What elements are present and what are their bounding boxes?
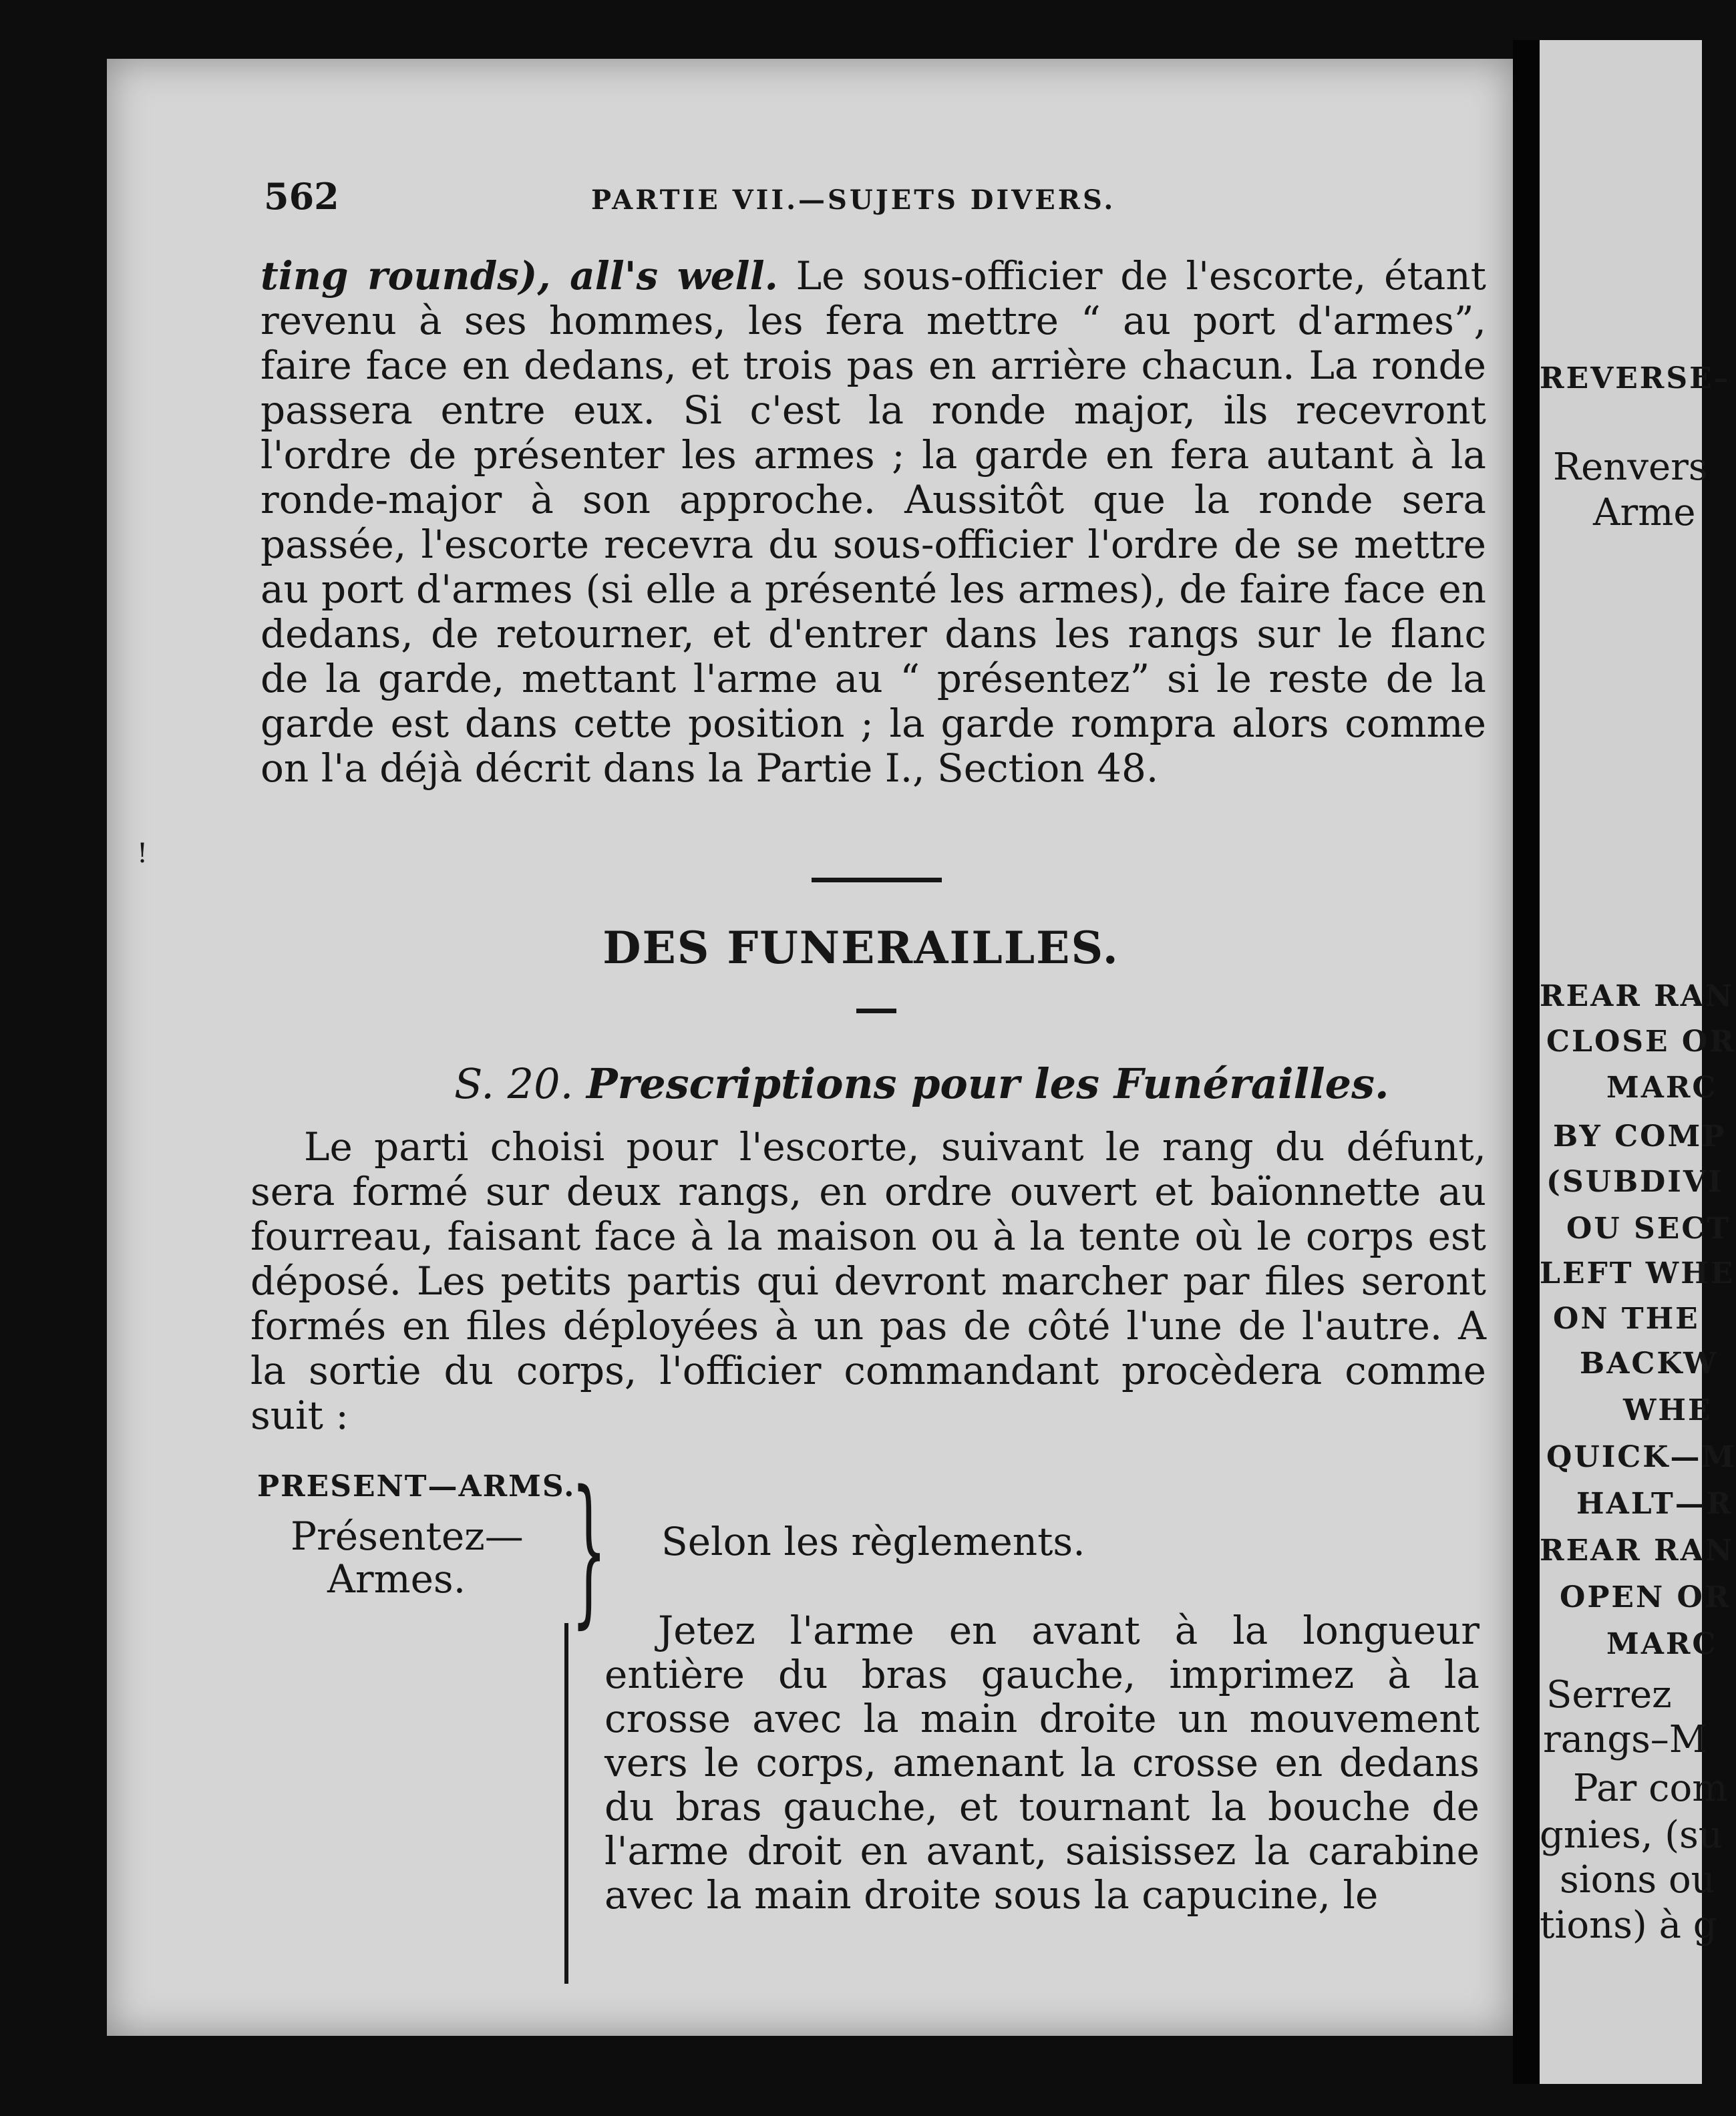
facing-line: REAR RAN bbox=[1540, 979, 1735, 1013]
margin-mark: ! bbox=[137, 838, 148, 869]
facing-line: gnies, (su bbox=[1540, 1813, 1723, 1857]
facing-line: rangs–M bbox=[1543, 1718, 1708, 1761]
command-block bbox=[250, 1456, 1520, 1990]
facing-line: WHE bbox=[1623, 1393, 1713, 1427]
facing-line: Renvers bbox=[1553, 446, 1708, 489]
facing-line: sions ou bbox=[1560, 1858, 1715, 1902]
facing-line: OPEN OR bbox=[1560, 1580, 1731, 1614]
section-rule bbox=[812, 878, 942, 882]
facing-line: OU SECT bbox=[1566, 1212, 1731, 1246]
top-paragraph-text: Le sous-officier de l'escorte, étant revenu à ses hommes, les fera mettre “ au port d'armes”, faire face en dedans, et trois pas en arrière chacun. La ronde passera entre eux. Si c'est la ronde major, ils recevront l'ordre de présenter les armes ; la garde en fera autant à la ronde-major à son approche. Aussitôt que la ronde sera passée, l'escorte recevra du sous-officier l'ordre de se mettre au port d'armes (si elle a présenté les armes), de faire face en dedans, de retourner, et d'entrer dans les rangs sur le flanc de la garde, mettant l'arme au “ présentez” si le reste de la garde est dans cette position ; la garde rompra alors comme on l'a déjà décrit dans la Partie I., Section 48. bbox=[261, 253, 1486, 791]
subsection-number: S. 20. bbox=[454, 1059, 574, 1108]
funeral-paragraph: Le parti choisi pour l'escorte, suivant le rang du défunt, sera formé sur deux rangs, en ordre ouvert et baïonnette au fourreau, faisant face à la maison ou à la tente où le corps est déposé. Les petits partis qui devront marcher par files seront formés en files déployées à un pas de côté l'une de l'autre. A la sortie du corps, l'officier commandant procèdera comme suit : bbox=[250, 1124, 1486, 1438]
facing-line: Serrez bbox=[1546, 1673, 1672, 1717]
command-bracket bbox=[564, 1623, 595, 1984]
subsection-heading bbox=[454, 1059, 1389, 1108]
command-french-line1: Présentez— bbox=[291, 1514, 524, 1559]
facing-line: (SUBDIVI bbox=[1546, 1165, 1724, 1199]
facing-line: HALT—R bbox=[1576, 1487, 1733, 1521]
command-result-2: Jetez l'arme en avant à la longueur entière du bras gauche, imprimez à la crosse avec la main droite un mouvement vers le corps, amenant la crosse en dedans du bras gauche, et tournant la bouche de l'arme droit en avant, saisissez la carabine avec la main droite sous la capucine, le bbox=[604, 1608, 1480, 1918]
page-number: 562 bbox=[264, 175, 339, 218]
section-title: DES FUNERAILLES. bbox=[602, 922, 1119, 974]
facing-line: QUICK—M bbox=[1546, 1440, 1736, 1474]
facing-line: BACKW bbox=[1580, 1347, 1719, 1381]
facing-line: MARC bbox=[1606, 1627, 1718, 1661]
facing-line: BY COMP bbox=[1553, 1119, 1727, 1154]
command-brace: } bbox=[571, 1456, 607, 1643]
facing-line: REVERSE– bbox=[1540, 361, 1731, 395]
section-rule-short bbox=[856, 1009, 896, 1013]
facing-line: CLOSE OR bbox=[1546, 1025, 1736, 1059]
facing-line: REAR RAN bbox=[1540, 1534, 1735, 1568]
facing-line: LEFT WHE bbox=[1540, 1256, 1735, 1290]
command-english: PRESENT—ARMS. bbox=[257, 1469, 576, 1504]
facing-line: tions) à g bbox=[1540, 1904, 1717, 1947]
facing-line: Arme bbox=[1593, 491, 1696, 534]
top-paragraph bbox=[261, 254, 1486, 791]
running-head: PARTIE VII.—SUJETS DIVERS. bbox=[591, 184, 1116, 216]
facing-page-fragment bbox=[1540, 40, 1736, 2084]
facing-line: MARC bbox=[1606, 1071, 1718, 1105]
page-header bbox=[264, 175, 1506, 222]
facing-line: Par com bbox=[1573, 1767, 1728, 1810]
command-french-line2: Armes. bbox=[327, 1556, 466, 1602]
facing-line: ON THE bbox=[1553, 1302, 1700, 1336]
top-paragraph-lead: ting rounds), all's well. bbox=[261, 253, 778, 299]
subsection-title: Prescriptions pour les Funérailles. bbox=[586, 1059, 1389, 1108]
command-result-1: Selon les règlements. bbox=[661, 1519, 1085, 1564]
